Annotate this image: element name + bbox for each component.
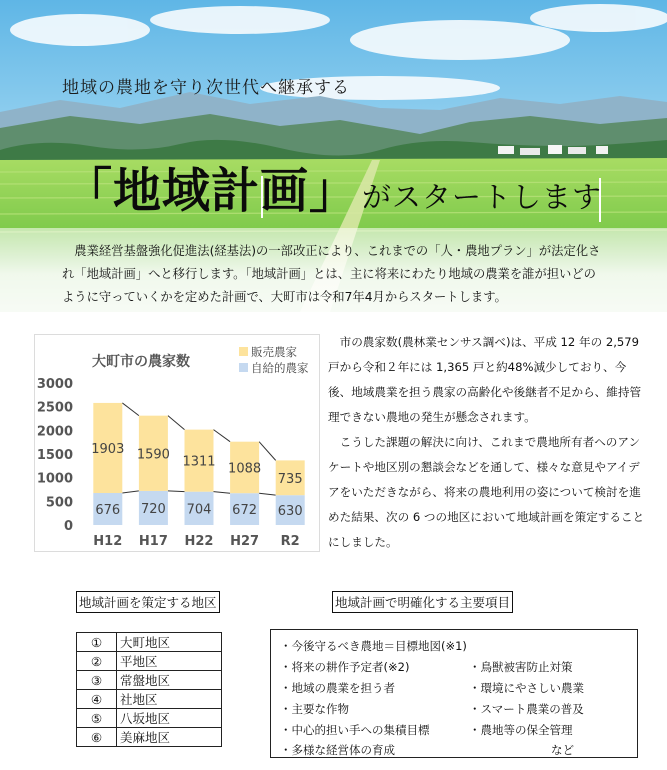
body-text [328,330,646,555]
item-right: ・農地等の保全管理 [469,723,573,737]
table-row [77,709,222,728]
x-tick-label: H17 [138,534,168,549]
district-name: 大町地区 [117,633,222,652]
trend-line-total [214,430,231,442]
items-heading: 地域計画で明確化する主要項目 [332,591,513,613]
items-box [270,629,638,758]
item-left: ・中心的担い手への集積目標 [280,723,430,737]
item-full: ・今後守るべき農地＝目標地図(※1) [280,639,467,653]
trend-line-self [214,492,231,494]
data-label-self: 672 [232,503,258,519]
title-main: 「地域計画」 [64,163,359,219]
item-right: ・環境にやさしい農業 [469,681,584,695]
table-row [77,728,222,747]
x-tick-label: R2 [280,534,300,549]
subtitle: 地域の農地を守り次世代へ継承する [62,78,350,98]
page-title [64,152,602,221]
intro-paragraph: 農業経営基盤強化促進法(経基法)の一部改正により、これまでの「人・農地プラン」が法定化され「地域計画」へと移行します。「地域計画」とは、主に将来にわたり地域の農業を誰が担いどのように守っていくかを定めた計画で、大町市は令和7年4月からスタートします。 [62,244,601,304]
district-name: 美麻地区 [117,728,222,747]
chart-legend [239,345,309,375]
hero-banner [0,0,667,312]
trend-line-total [122,403,139,416]
item-left: ・地域の農業を担う者 [280,681,395,695]
district-name: 社地区 [117,690,222,709]
item-right: ・スマート農業の普及 [469,702,584,716]
farm-households-chart [34,334,320,552]
item-left: ・将来の耕作予定者(※2) [280,660,410,674]
data-label-sales: 1088 [228,461,262,477]
y-tick-label: 1000 [36,471,73,487]
chart-title: 大町市の農家数 [92,354,190,370]
trend-line-total [259,442,276,461]
data-label-sales: 1590 [136,447,170,463]
data-label-sales: 735 [277,471,303,487]
district-name: 平地区 [117,652,222,671]
legend-swatch-sales [239,347,248,356]
table-row [77,671,222,690]
y-tick-label: 2500 [36,400,73,416]
data-label-self: 630 [277,504,303,520]
x-tick-label: H12 [93,534,123,549]
data-label-sales: 1903 [91,441,125,457]
item-left: ・主要な作物 [280,702,349,716]
data-label-self: 676 [95,503,121,519]
legend-label-sales: 販売農家 [251,345,297,359]
district-number: ⑤ [77,709,117,728]
y-axis [37,377,73,534]
district-number: ① [77,633,117,652]
chart-canvas [35,335,321,553]
item-right: ・鳥獣被害防止対策 [469,660,573,674]
legend-label-self: 自給的農家 [251,361,309,375]
item-left: ・多様な経営体の育成 [280,743,395,757]
trend-line-self [168,491,185,492]
body-paragraph-1: 市の農家数(農林業センサス調べ)は、平成 12 年の 2,579 戸から令和２年には 1,365 戸と約48%減少しており、今後、地域農業を担う農家の高齢化や後継者不足から、維持管理できない農地の発生が懸念されます。 [328,335,642,424]
y-tick-label: 3000 [36,377,73,392]
data-label-self: 704 [186,502,212,518]
trend-line-self [259,493,276,495]
legend-swatch-self [239,363,248,372]
district-number: ③ [77,671,117,690]
trend-line-self [122,491,139,493]
district-number: ② [77,652,117,671]
table-row [77,690,222,709]
x-axis [93,534,299,549]
title-sub: がスタートします [362,180,603,214]
table-row [77,633,222,652]
x-tick-label: H27 [230,534,260,549]
y-tick-label: 2000 [36,424,73,440]
district-number: ⑥ [77,728,117,747]
y-tick-label: 1500 [36,448,73,463]
item-etc: など [551,743,574,757]
y-tick-label: 500 [45,495,73,511]
district-number: ④ [77,690,117,709]
body-paragraph-2: こうした課題の解決に向け、これまで農地所有者へのアンケートや地区別の懇談会などを通して、様々な意見やアイデアをいただきながら、将来の農地利用の姿について検討を進めた結果、次の 6 つの地区において地域計画を策定することにしました。 [328,435,645,549]
trend-line-total [168,416,185,430]
x-tick-label: H22 [184,534,214,549]
data-label-self: 720 [140,501,166,517]
y-tick-label: 0 [63,519,73,534]
district-name: 八坂地区 [117,709,222,728]
data-label-sales: 1311 [182,454,216,470]
district-name: 常盤地区 [117,671,222,690]
table-row [77,652,222,671]
bars [91,403,304,525]
districts-heading: 地域計画を策定する地区 [76,591,220,613]
district-table [76,632,222,747]
